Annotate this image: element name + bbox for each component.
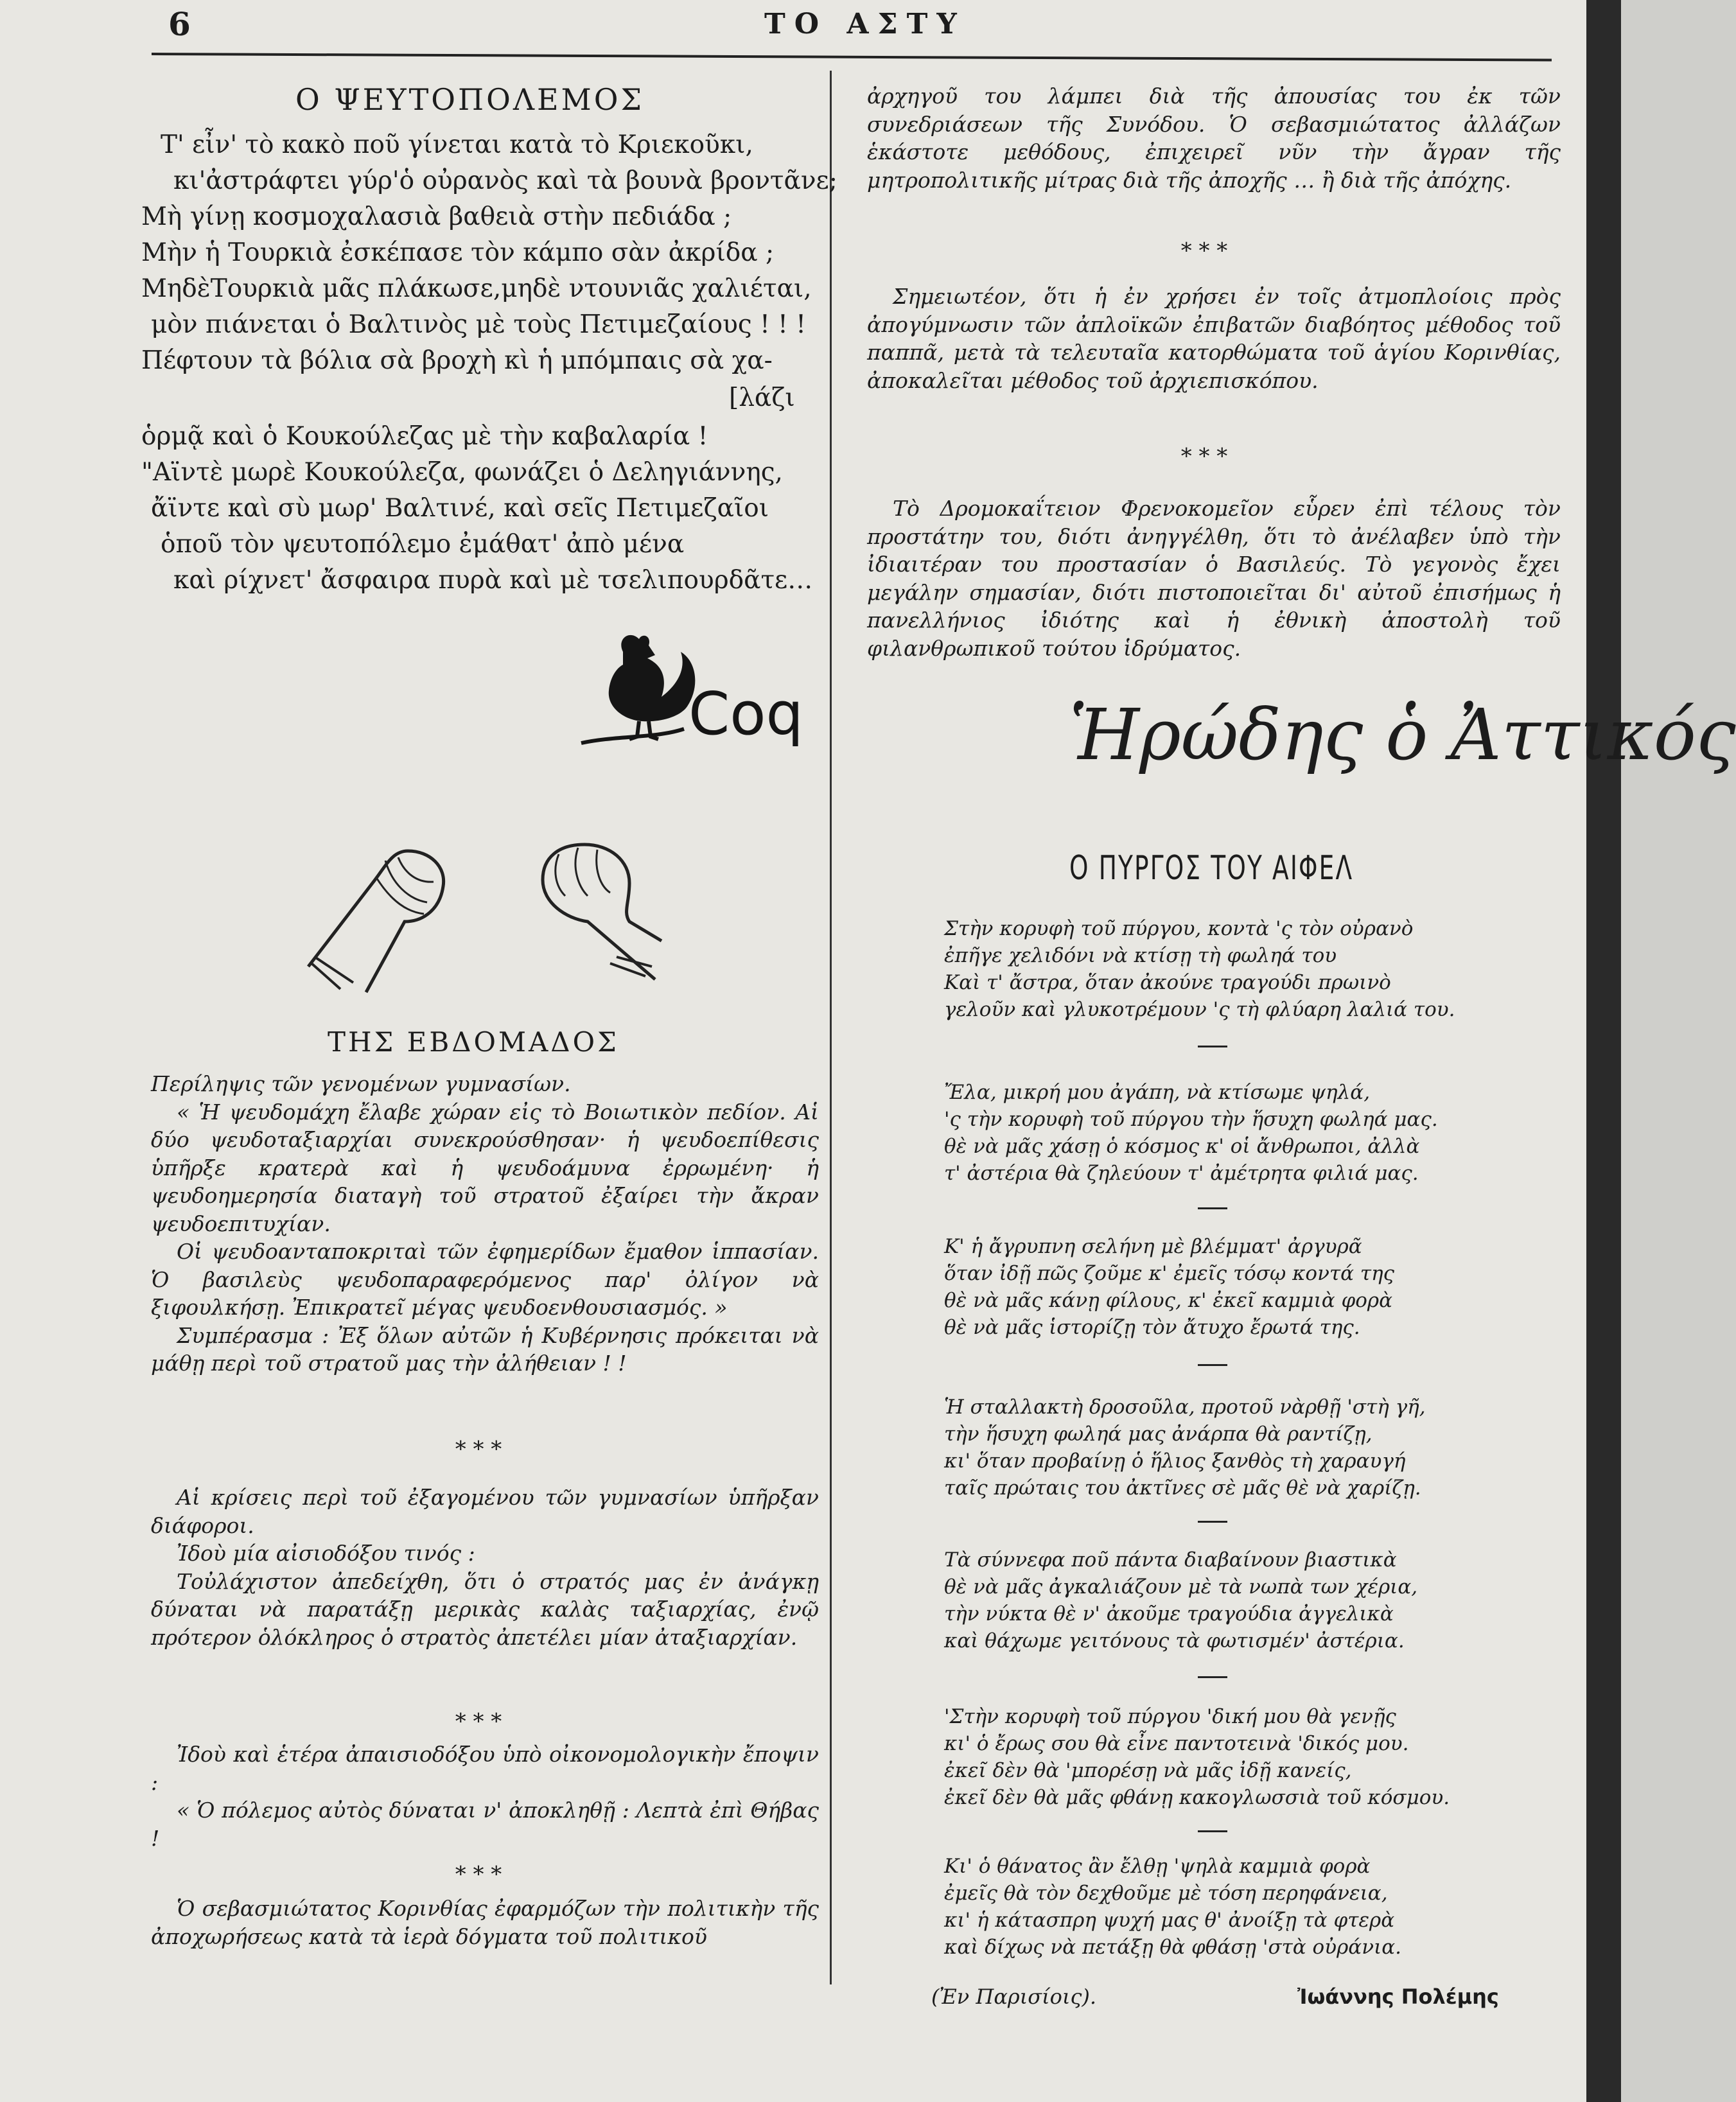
poem-line: ἄϊντε καὶ σὺ μωρ' Βαλτινέ, καὶ σεῖς Πετιμεζαῖοι [151,494,769,523]
stanza-line: θὲ νὰ μᾶς ἀγκαλιάζουν μὲ τὰ νωπὰ των χέρια, [944,1575,1418,1598]
continued-paragraph: ἀρχηγοῦ του λάμπει διὰ τῆς ἀπουσίας του ἐκ τῶν συνεδριάσεων τῆς Συνόδου. Ὁ σεβασμιώτατος ἀλλάζων ἑκάστοτε μεθόδους, ἐπιχειρεῖ νῦν τὴν ἄγραν τῆς μητροπολιτικῆς μίτρας διὰ τῆς ἀποχῆς … ἢ διὰ τῆς ἀπόχης. [867,83,1561,193]
stanza-line: Ἔλα, μικρή μου ἀγάπη, νὰ κτίσωμε ψηλά, [944,1081,1371,1104]
fists-illustration-icon [295,806,668,999]
paragraph: Συμπέρασμα : Ἐξ ὅλων αὐτῶν ἡ Κυβέρνησις πρόκειται νὰ μάθῃ περὶ τοῦ στρατοῦ μας τὴν ἀλήθειαν ! ! [151,1322,819,1376]
stanza-line: καὶ θάχωμε γειτόνους τὰ φωτισμέν' ἀστέρια. [944,1629,1405,1652]
section-separator: ⁎ ⁎ ⁎ [455,1702,502,1728]
poem-title: Ο ΨΕΥΤΟΠΟΛΕΜΟΣ [295,82,644,117]
stanza-divider [1198,1046,1227,1047]
stanza-line: κι' ὅταν προβαίνῃ ὁ ἥλιος ξανθὸς τὴ χαραυγή [944,1450,1406,1473]
stanza-line: τὴν νύκτα θὲ ν' ἀκοῦμε τραγούδια ἀγγελικὰ [944,1602,1394,1625]
stanza-line: Καὶ τ' ἄστρα, ὅταν ἀκούνε τραγούδι πρωινὸ [944,971,1391,994]
section-title: ΤΗΣ ΕΒΔΟΜΑΔΟΣ [328,1026,619,1058]
poem-line: [λάζι [729,383,795,412]
poem-line: Τ' εἶν' τὸ κακὸ ποῦ γίνεται κατὰ τὸ Κριεκοῦκι, [161,130,753,159]
stanza-line: 'Στὴν κορυφὴ τοῦ πύργου 'δική μου θὰ γενῇς [944,1705,1396,1728]
stanza [944,1546,1417,1654]
stanza [944,915,1455,1023]
stanza-line: θὲ νὰ μᾶς κάνῃ φίλους, κ' ἐκεῖ καμμιὰ φορὰ [944,1289,1393,1312]
paragraph: Αἱ κρίσεις περὶ τοῦ ἐξαγομένου τῶν γυμνασίων ὑπῆρξαν διάφοροι. [151,1485,819,1538]
paragraph: Περίληψις τῶν γενομένων γυμνασίων. [151,1071,571,1096]
poem-line: Μὴ γίνῃ κοσμοχαλασιὰ βαθειὰ στὴν πεδιάδα ; [141,202,732,231]
poem-line: Πέφτουν τὰ βόλια σὰ βροχὴ κὶ ἡ μπόμπαις σὰ χα- [141,346,773,375]
page-number: 6 [168,5,191,43]
poem-place: (Ἐν Παρισίοις). [931,1984,1097,2009]
section-separator: ⁎ ⁎ ⁎ [455,1855,502,1880]
poem-line: ὁρμᾷ καὶ ὁ Κουκούλεζας μὲ τὴν καβαλαρία ! [141,422,708,451]
stanza-line: τ' ἀστέρια θὰ ζηλεύουν τ' ἀμέτρητα φιλιά μας. [944,1162,1419,1185]
stanza-divider [1198,1676,1227,1678]
poem-title: Ο ΠΥΡΓΟΣ ΤΟΥ ΑΙΦΕΛ [1069,849,1354,888]
stanza-line: ἐκεῖ δὲν θὰ 'μπορέσῃ νὰ μᾶς ἰδῇ κανείς, [944,1759,1352,1782]
poem-author: Ἰωάννης Πολέμης [1297,1984,1499,2009]
stanza [944,1703,1450,1811]
section-separator: ⁎ ⁎ ⁎ [1180,231,1228,257]
stanza-line: Κ' ἡ ἄγρυπνη σελήνη μὲ βλέμματ' ἀργυρᾶ [944,1235,1362,1258]
paragraph: Τοὐλάχιστον ἀπεδείχθη, ὅτι ὁ στρατός μας ἐν ἀνάγκῃ δύναται νὰ παρατάξῃ μερικὰς καλὰς ταξιαρχίας, ἐνῷ πρότερον ὁλόκληρος ὁ στρατὸς ἀπετέλει μίαν ἀταξιαρχίαν. [151,1568,819,1650]
paragraph: Οἱ ψευδοανταποκριταὶ τῶν ἐφημερίδων ἔμαθον ἱππασίαν. Ὁ βασιλεὺς ψευδοπαραφερόμενος παρ' ὀλίγον νὰ ξιφουλκήσῃ. Ἐπικρατεῖ μέγας ψευδοενθουσιασμός. » [151,1239,819,1320]
stanza-line: κι' ὁ ἔρως σου θὰ εἶνε παντοτεινὰ 'δικός μου. [944,1732,1409,1755]
stanza-line: Ἡ σταλλακτὴ δροσοῦλα, προτοῦ νὰρθῇ 'στὴ γῆ, [944,1396,1426,1419]
paragraph: Σημειωτέον, ὅτι ἡ ἐν χρήσει ἐν τοῖς ἀτμοπλοίοις πρὸς ἀπογύμνωσιν τῶν ἀπλοϊκῶν ἐπιβατῶν διαβόητος μέθοδος τοῦ παππᾶ, μετὰ τὰ τελευταῖα κατορθώματα τοῦ ἁγίου Κορινθίας, ἀποκαλεῖται μέθοδος τοῦ ἀρχιεπισκόπου. [867,284,1561,393]
poem-line: ΜηδὲΤουρκιὰ μᾶς πλάκωσε,μηδὲ ντουνιᾶς χαλιέται, [141,274,812,303]
stanza-divider [1198,1364,1227,1366]
stanza [944,1394,1426,1502]
poem-line: κι'ἀστράφτει γύρ'ὁ οὐρανὸς καὶ τὰ βουνὰ βροντᾶνε; [173,166,837,195]
stanza-line: ὅταν ἰδῇ πῶς ζοῦμε κ' ἐμεῖς τόσῳ κοντά της [944,1262,1394,1285]
stanza-line: ταῖς πρώταις του ἀκτῖνες σὲ μᾶς θὲ νὰ χαρίζῃ. [944,1476,1421,1500]
paragraph: Ἰδοὺ μία αἰσιοδόξου τινός : [177,1541,475,1566]
rooster-logo-icon [578,626,809,755]
stanza-line: ἐκεῖ δὲν θὰ μᾶς φθάνῃ κακογλωσσιὰ τοῦ κόσμου. [944,1786,1450,1809]
paragraph: Ἰδοὺ καὶ ἑτέρα ἀπαισιοδόξου ὑπὸ οἰκονομολογικὴν ἔποψιν : [151,1742,819,1795]
section-body-3 [151,1740,819,1852]
stanza-divider [1198,1830,1227,1832]
stanza-line: θὲ νὰ μᾶς ἱστορίζῃ τὸν ἄτυχο ἔρωτά της. [944,1316,1360,1339]
stanza-line: κι' ἡ κάτασπρη ψυχή μας θ' ἀνοίξῃ τὰ φτερὰ [944,1909,1395,1932]
poem-line: Μὴν ἡ Τουρκιὰ ἐσκέπασε τὸν κάμπο σὰν ἀκρίδα ; [141,238,775,267]
stanza-line: 'ς τὴν κορυφὴ τοῦ πύργου τὴν ἥσυχη φωληά μας. [944,1108,1438,1131]
newspaper-title: ΤΟ ΑΣΤΥ [764,8,966,40]
stanza-line: τὴν ἥσυχη φωληά μας ἀνάρπα θὰ ραντίζῃ, [944,1423,1372,1446]
section-body-4 [151,1895,819,1950]
stanza-line: ἐμεῖς θὰ τὸν δεχθοῦμε μὲ τόση περηφάνεια, [944,1882,1388,1905]
section-separator: ⁎ ⁎ ⁎ [455,1430,502,1455]
page-edge-shadow [1586,0,1621,2102]
stanza [944,1079,1438,1187]
stanza-line: καὶ δίχως νὰ πετάξῃ θὰ φθάσῃ 'στὰ οὐράνια. [944,1936,1402,1959]
stanza-line: γελοῦν καὶ γλυκοτρέμουν 'ς τὴ φλύαρη λαλιά του. [944,998,1455,1021]
stanza-divider [1198,1207,1227,1209]
column-divider [830,71,832,1984]
stanza-line: Τὰ σύννεφα ποῦ πάντα διαβαίνουν βιαστικὰ [944,1548,1397,1572]
stanza-line: θὲ νὰ μᾶς χάσῃ ὁ κόσμος κ' οἱ ἄνθρωποι, ἀλλὰ [944,1135,1420,1158]
paragraph: Ὁ σεβασμιώτατος Κορινθίας ἐφαρμόζων τὴν πολιτικὴν τῆς ἀποχωρήσεως κατὰ τὰ ἱερὰ δόγματα τοῦ πολιτικοῦ [151,1896,819,1949]
section-body-2 [151,1484,819,1651]
section-body [151,1070,819,1378]
paragraph: « Ὁ πόλεμος αὐτὸς δύναται ν' ἀποκληθῇ : Λεπτὰ ἐπὶ Θήβας ! [151,1798,819,1851]
poem-line: "Αϊντὲ μωρὲ Κουκούλεζα, φωνάζει ὁ Δεληγιάννης, [141,458,783,487]
stanza-line: ἐπῆγε χελιδόνι νὰ κτίσῃ τὴ φωληά του [944,944,1337,967]
stanza [944,1853,1401,1961]
stanza-line: Στὴν κορυφὴ τοῦ πύργου, κοντὰ 'ς τὸν οὐρανὸ [944,917,1414,940]
paragraph: Τὸ Δρομοκαΐτειον Φρενοκομεῖον εὗρεν ἐπὶ τέλους τὸν προστάτην του, διότι ἀνηγγέλθη, ὅτι τὸ ἀνέλαβεν ὑπὸ τὴν ἰδιαιτέραν του προστασίαν ὁ Βασιλεύς. Τὸ γεγονὸς ἔχει μεγάλην σημασίαν, διότι πιστοποιεῖται δι' αὐτοῦ ἐπισήμως ἡ πανελλήνιος ἰδιότης καὶ ἡ ἐθνικὴ ἀποστολὴ τοῦ φιλανθρωπικοῦ τούτου ἱδρύματος. [867,496,1561,661]
logo-text: Coq [688,679,803,748]
stanza-line: Κι' ὁ θάνατος ἂν ἔλθῃ 'ψηλὰ καμμιὰ φορὰ [944,1855,1371,1878]
poem-line: καὶ ρίχνετ' ἄσφαιρα πυρὰ καὶ μὲ τσελιπουρδᾶτε… [173,566,813,595]
handwritten-signature: Ἡρώδης ὁ Ἀττικός [1069,694,1736,776]
poem-line: ὁποῦ τὸν ψευτοπόλεμο ἐμάθατ' ἀπὸ μένα [161,530,685,559]
stanza [944,1233,1394,1341]
paragraph: « Ἡ ψευδομάχη ἔλαβε χώραν εἰς τὸ Βοιωτικὸν πεδίον. Αἱ δύο ψευδοταξιαρχίαι συνεκρούσθησαν· ἡ ψευδοεπίθεσις ὑπῆρξε κρατερὰ καὶ ἡ ψευδοάμυνα ἐρρωμένη· ἡ ψευδοημερησία διαταγὴ τοῦ στρατοῦ ἐξαίρει τὴν ἄκραν ψευδοεπιτυχίαν. [151,1099,819,1236]
section-separator: ⁎ ⁎ ⁎ [1180,437,1228,462]
stanza-divider [1198,1521,1227,1523]
poem-line: μὸν πιάνεται ὁ Βαλτινὸς μὲ τοὺς Πετιμεζαίους ! ! ! [151,310,806,339]
